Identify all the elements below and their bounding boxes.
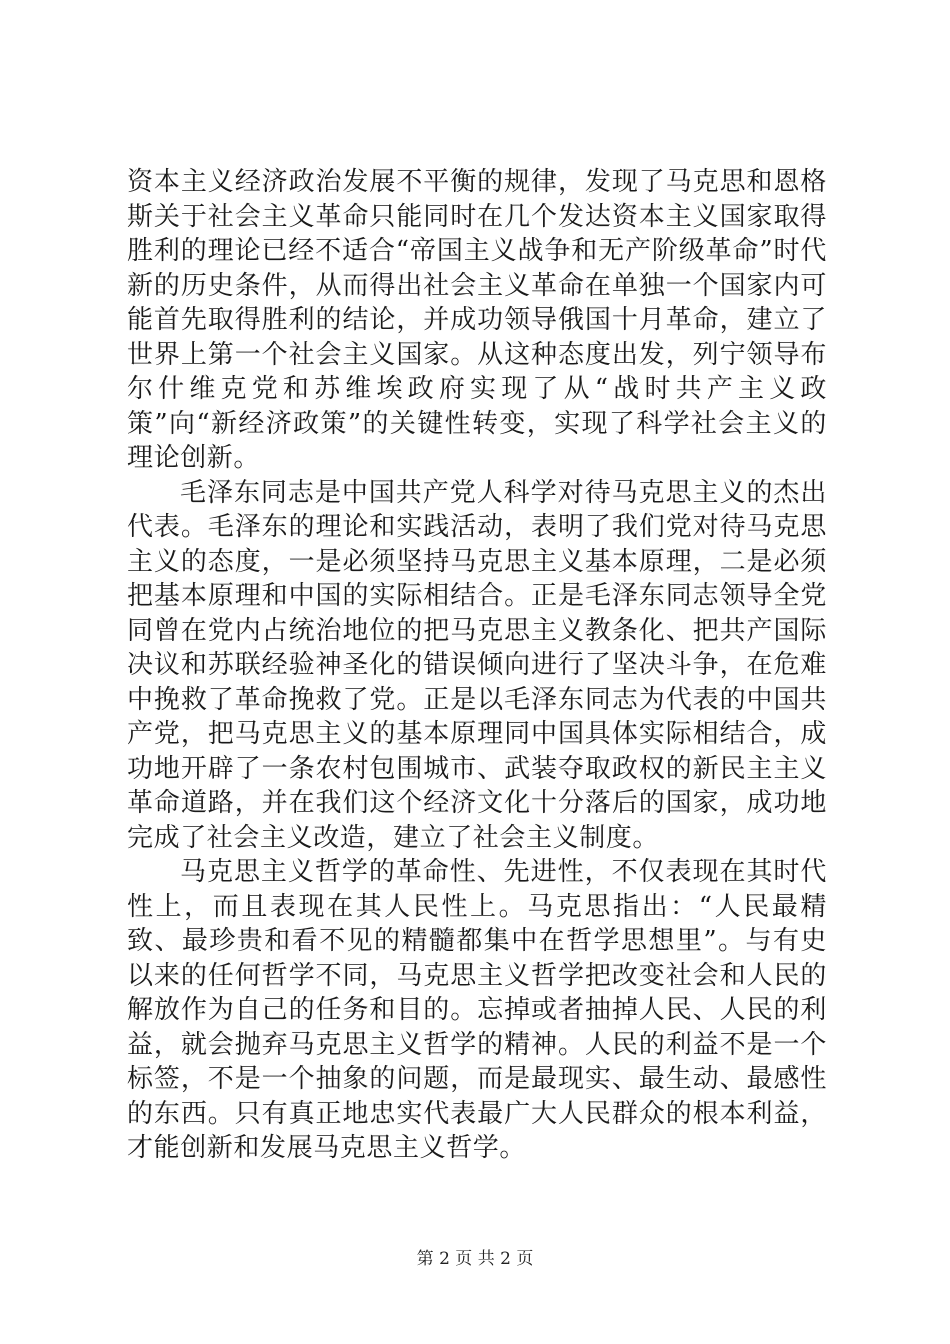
paragraph-3: 马克思主义哲学的革命性、先进性，不仅表现在其时代性上，而且表现在其人民性上。马克思指出：“人民最精致、最珍贵和看不见的精髓都集中在哲学思想里”。与有史以来的任何哲学不同，马克思主义哲学把改变社会和人民的解放作为自己的任务和目的。忘掉或者抽掉人民、人民的利益，就会抛弃马克思主义哲学的精神。人民的利益不是一个标签，不是一个抽象的问题，而是最现实、最生动、最感性的东西。只有真正地忠实代表最广大人民群众的根本利益，才能创新和发展马克思主义哲学。 — [127, 857, 827, 1163]
paragraph-2: 毛泽东同志是中国共产党人科学对待马克思主义的杰出代表。毛泽东的理论和实践活动，表明了我们党对待马克思主义的态度，一是必须坚持马克思主义基本原理，二是必须把基本原理和中国的实际相结合。正是毛泽东同志领导全党同曾在党内占统治地位的把马克思主义教条化、把共产国际决议和苏联经验神圣化的错误倾向进行了坚决斗争，在危难中挽救了革命挽救了党。正是以毛泽东同志为代表的中国共产党，把马克思主义的基本原理同中国具体实际相结合，成功地开辟了一条农村包围城市、武装夺取政权的新民主主义革命道路，并在我们这个经济文化十分落后的国家，成功地完成了社会主义改造，建立了社会主义制度。 — [127, 477, 827, 853]
document-body — [127, 165, 827, 1166]
paragraph-1: 资本主义经济政治发展不平衡的规律，发现了马克思和恩格斯关于社会主义革命只能同时在几个发达资本主义国家取得胜利的理论已经不适合“帝国主义战争和无产阶级革命”时代新的历史条件，从而得出社会主义革命在单独一个国家内可能首先取得胜利的结论，并成功领导俄国十月革命，建立了世界上第一个社会主义国家。从这种态度出发，列宁领导布尔什维克党和苏维埃政府实现了从“战时共产主义政策”向“新经济政策”的关键性转变，实现了科学社会主义的理论创新。 — [127, 167, 827, 473]
page-footer: 第 2 页 共 2 页 — [416, 1249, 534, 1269]
